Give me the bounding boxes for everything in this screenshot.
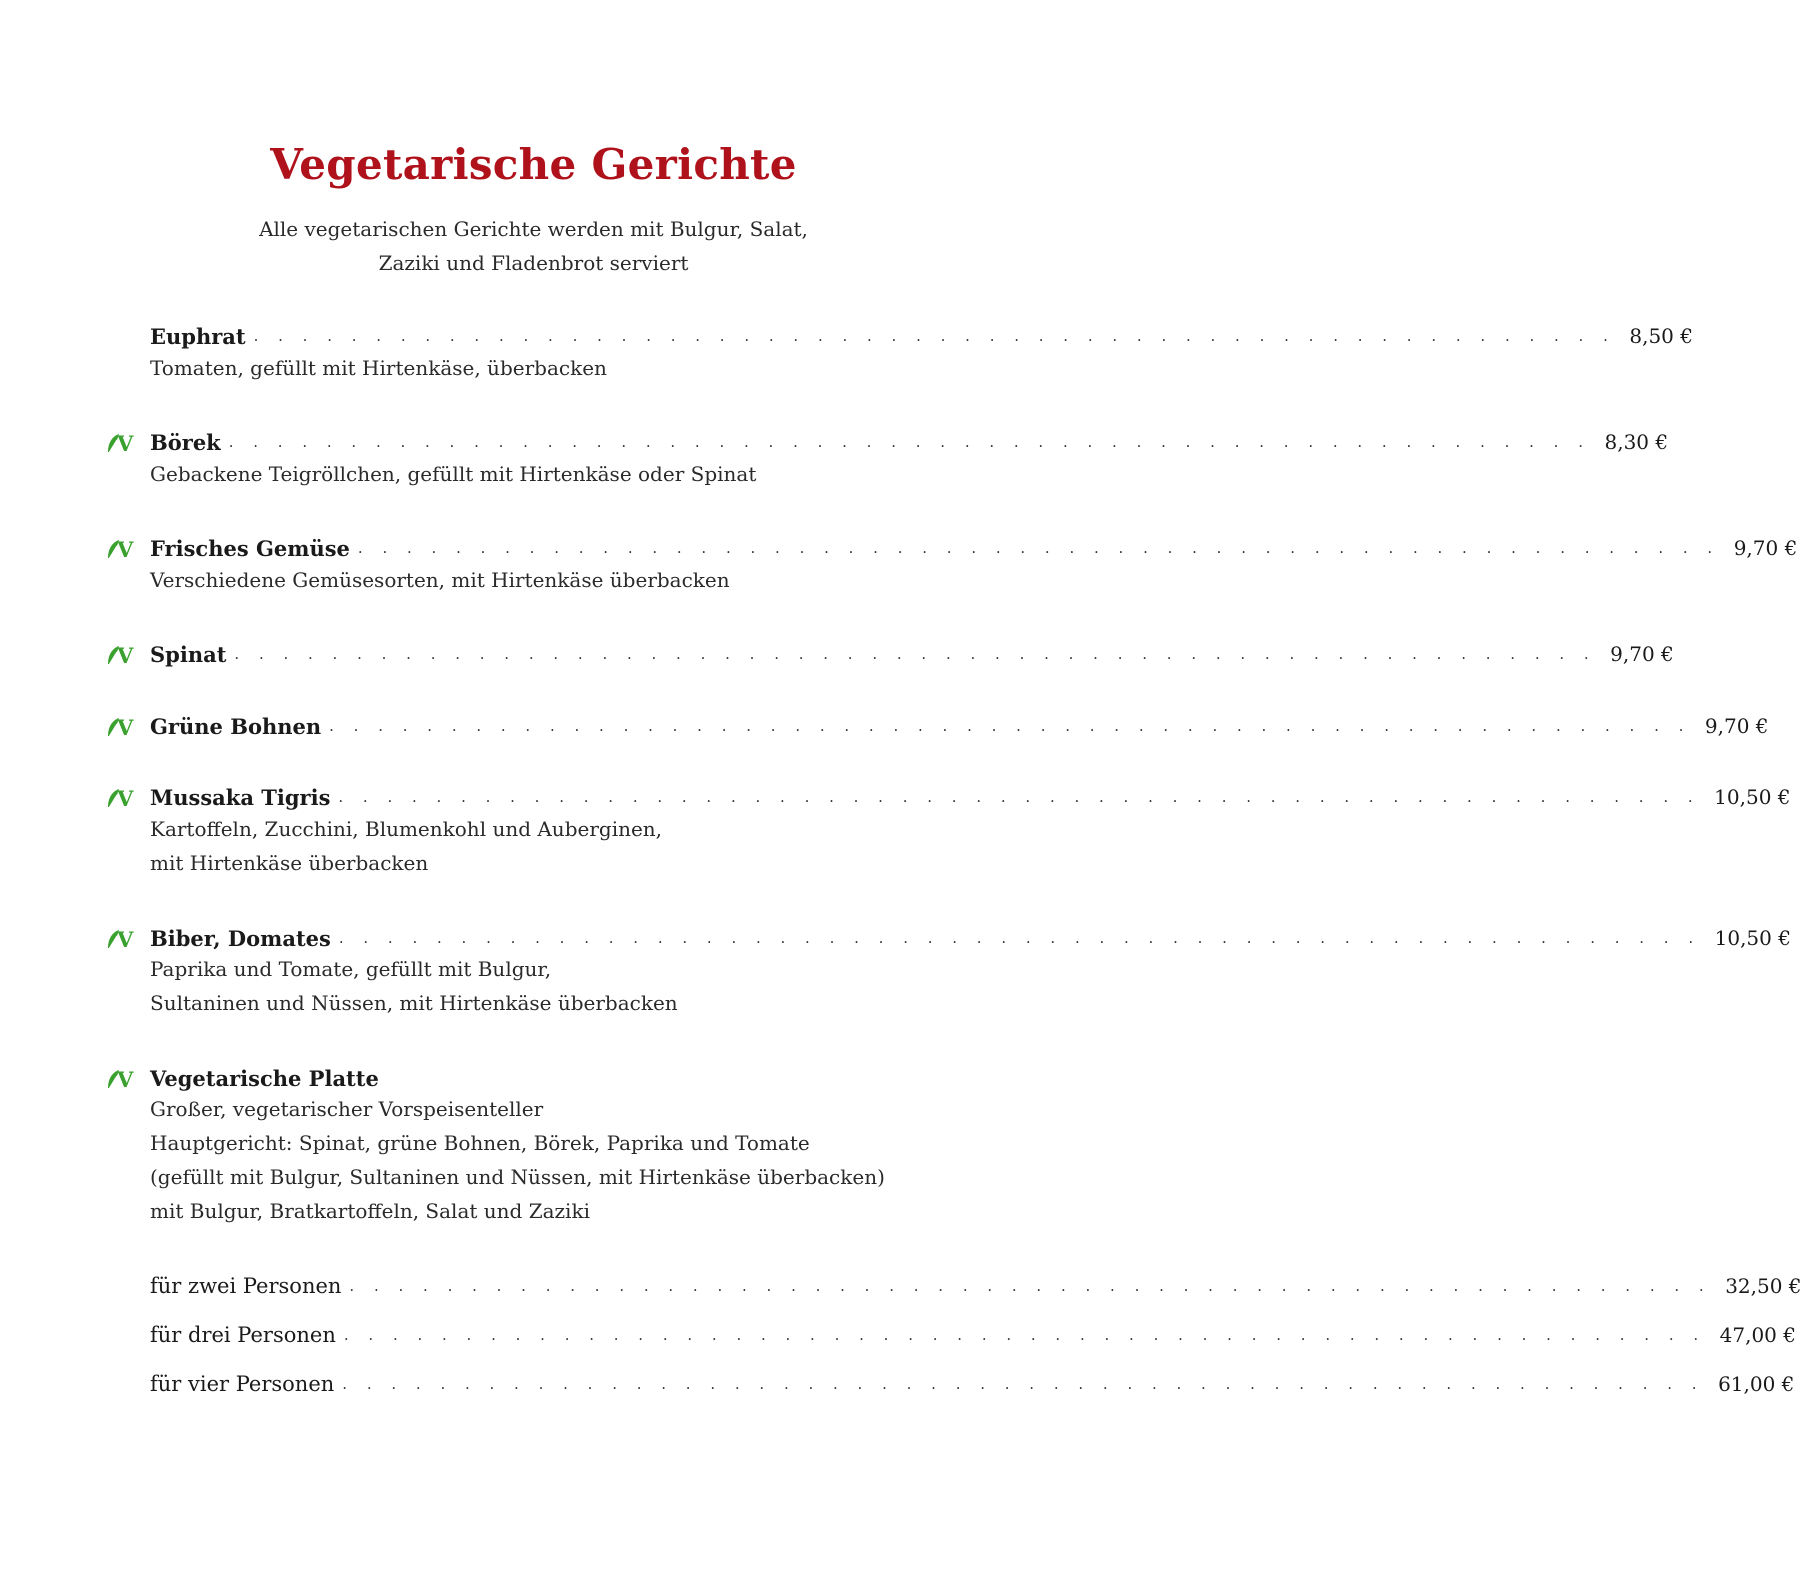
item-price: 8,50 € (1629, 324, 1693, 348)
dot-leader: . . . . . . . . . . . . . . . . . . . . . . . . . . . . . . . . . . . . . . . . . . . . . . . . . . . . . . . . (349, 1276, 1712, 1295)
item-name: Euphrat (150, 323, 246, 349)
dot-leader: . . . . . . . . . . . . . . . . . . . . . . . . . . . . . . . . . . . . . . . . . . . . . . . . . . . . . . . . (329, 716, 1691, 735)
item-price: 9,70 € (1733, 536, 1798, 560)
option-label: für drei Personen (150, 1323, 336, 1347)
item-name: Mussaka Tigris (150, 784, 331, 810)
item-description: Gebackene Teigröllchen, gefüllt mit Hirtenkäse oder Spinat (150, 462, 757, 486)
vegetarian-leaf-icon (106, 536, 136, 562)
platter-option-two-persons (150, 1269, 1802, 1303)
item-price: 10,50 € (1714, 785, 1791, 809)
item-name: Frisches Gemüse (150, 535, 350, 561)
svg-text:V: V (117, 537, 134, 562)
item-price: 9,70 € (1610, 642, 1674, 666)
svg-text:V: V (117, 643, 134, 668)
dot-leader: . . . . . . . . . . . . . . . . . . . . . . . . . . . . . . . . . . . . . . . . . . . . . . . . . . . . . . . . (342, 1374, 1705, 1393)
vegetarian-leaf-icon (106, 785, 136, 811)
item-price: 9,70 € (1704, 714, 1769, 738)
vegetarian-leaf-icon (106, 714, 136, 740)
item-price: 8,30 € (1604, 430, 1669, 454)
item-description: (gefüllt mit Bulgur, Sultaninen und Nüssen, mit Hirtenkäse überbacken) (150, 1165, 885, 1189)
dot-leader: . . . . . . . . . . . . . . . . . . . . . . . . . . . . . . . . . . . . . . . . . . . . . . . . . . . . . . . . (338, 787, 1701, 806)
option-price: 32,50 € (1725, 1274, 1802, 1298)
intro-line-2: Zaziki und Fladenbrot serviert (378, 251, 689, 275)
menu-item-spinat (150, 637, 1674, 671)
vegetarian-leaf-icon (106, 1066, 136, 1092)
page-title: Vegetarische Gerichte (270, 140, 797, 189)
menu-item-biber-domates (150, 921, 1791, 955)
option-label: für vier Personen (150, 1372, 335, 1396)
dot-leader: . . . . . . . . . . . . . . . . . . . . . . . . . . . . . . . . . . . . . . . . . . . . . . . . . . . . . . . . (357, 538, 1720, 557)
menu-item-euphrat (150, 319, 1693, 353)
menu-item-frisches-gemuese (150, 531, 1798, 565)
intro-line-1: Alle vegetarischen Gerichte werden mit Bulgur, Salat, (259, 217, 808, 241)
item-description: Verschiedene Gemüsesorten, mit Hirtenkäse überbacken (150, 568, 730, 592)
item-name: Grüne Bohnen (150, 713, 322, 739)
vegetarian-leaf-icon (106, 642, 136, 668)
svg-text:V: V (117, 786, 134, 811)
option-price: 47,00 € (1719, 1323, 1796, 1347)
menu-item-borek (150, 425, 1669, 459)
platter-option-four-persons (150, 1367, 1795, 1401)
dot-leader: . . . . . . . . . . . . . . . . . . . . . . . . . . . . . . . . . . . . . . . . . . . . . . . . . . . . . . . . (253, 326, 1616, 345)
option-label: für zwei Personen (150, 1274, 342, 1298)
dot-leader: . . . . . . . . . . . . . . . . . . . . . . . . . . . . . . . . . . . . . . . . . . . . . . . . . . . . . . . . (338, 928, 1701, 947)
menu-item-mussaka-tigris (150, 780, 1791, 814)
menu-item-gruene-bohnen (150, 709, 1769, 743)
item-description: Kartoffeln, Zucchini, Blumenkohl und Auberginen, (150, 817, 663, 841)
menu-item-vegetarische-platte (150, 1061, 915, 1095)
item-name: Biber, Domates (150, 925, 331, 951)
dot-leader: . . . . . . . . . . . . . . . . . . . . . . . . . . . . . . . . . . . . . . . . . . . . . . . . . . . . . . . . (343, 1325, 1706, 1344)
dot-leader: . . . . . . . . . . . . . . . . . . . . . . . . . . . . . . . . . . . . . . . . . . . . . . . . . . . . . . . . (228, 432, 1591, 451)
vegetarian-leaf-icon (106, 926, 136, 952)
item-description: Tomaten, gefüllt mit Hirtenkäse, überbacken (150, 356, 607, 380)
platter-option-three-persons (150, 1318, 1796, 1352)
item-name: Spinat (150, 641, 227, 667)
item-description: mit Bulgur, Bratkartoffeln, Salat und Zaziki (150, 1199, 590, 1223)
item-description: mit Hirtenkäse überbacken (150, 851, 429, 875)
svg-text:V: V (117, 715, 134, 740)
item-description: Hauptgericht: Spinat, grüne Bohnen, Börek, Paprika und Tomate (150, 1131, 810, 1155)
svg-text:V: V (117, 431, 134, 456)
item-description: Paprika und Tomate, gefüllt mit Bulgur, (150, 957, 552, 981)
option-price: 61,00 € (1718, 1372, 1795, 1396)
item-name: Börek (150, 429, 221, 455)
svg-text:V: V (117, 927, 134, 952)
svg-text:V: V (117, 1067, 134, 1092)
item-description: Sultaninen und Nüssen, mit Hirtenkäse überbacken (150, 991, 678, 1015)
item-description: Großer, vegetarischer Vorspeisenteller (150, 1097, 544, 1121)
vegetarian-leaf-icon (106, 430, 136, 456)
item-price: 10,50 € (1714, 926, 1791, 950)
item-name: Vegetarische Platte (150, 1065, 379, 1091)
dot-leader: . . . . . . . . . . . . . . . . . . . . . . . . . . . . . . . . . . . . . . . . . . . . . . . . . . . . . . . . (234, 644, 1597, 663)
